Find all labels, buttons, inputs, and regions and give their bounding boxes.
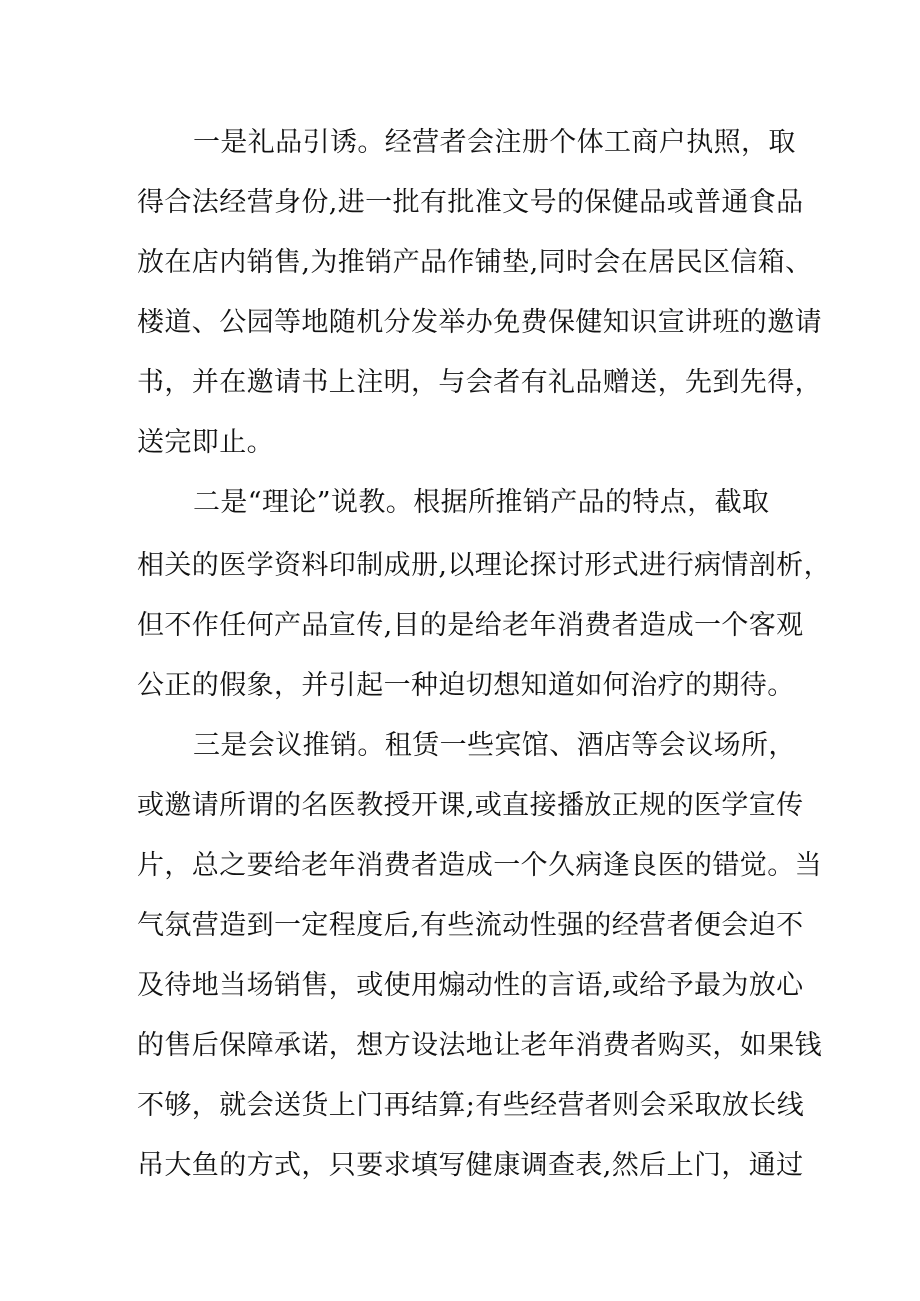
text-line: 三是会议推销。租赁一些宾馆、酒店等会议场所， [193, 730, 796, 761]
text-line: 但不作任何产品宣传,目的是给老年消费者造成一个客观 [137, 610, 804, 641]
text-line: 不够，就会送货上门再结算;有些经营者则会采取放长线 [137, 1090, 805, 1121]
text-line: 相关的医学资料印制成册,以理论探讨形式进行病情剖析， [137, 550, 831, 581]
text-line: 或邀请所谓的名医教授开课,或直接播放正规的医学宣传 [137, 790, 804, 821]
text-line: 得合法经营身份,进一批有批准文号的保健品或普通食品 [137, 187, 804, 218]
text-line: 片，总之要给老年消费者造成一个久病逢良医的错觉。当 [137, 850, 822, 881]
text-line: 送完即止。 [137, 427, 274, 458]
text-line: 及待地当场销售，或使用煽动性的言语,或给予最为放心 [137, 970, 804, 1001]
text-line: 楼道、公园等地随机分发举办免费保健知识宣讲班的邀请 [137, 307, 822, 338]
text-line: 的售后保障承诺，想方设法地让老年消费者购买，如果钱 [137, 1030, 822, 1061]
text-line: 气氛营造到一定程度后,有些流动性强的经营者便会迫不 [137, 910, 804, 941]
text-line: 书，并在邀请书上注明，与会者有礼品赠送，先到先得， [137, 367, 822, 398]
text-line: 二是“理论”说教。根据所推销产品的特点，截取 [193, 487, 770, 518]
text-line: 公正的假象，并引起一种迫切想知道如何治疗的期待。 [137, 670, 795, 701]
text-line: 一是礼品引诱。经营者会注册个体工商户执照，取 [193, 127, 796, 158]
text-line: 吊大鱼的方式，只要求填写健康调查表,然后上门，通过 [137, 1150, 804, 1181]
text-line: 放在店内销售,为推销产品作铺垫,同时会在居民区信箱、 [137, 247, 813, 278]
